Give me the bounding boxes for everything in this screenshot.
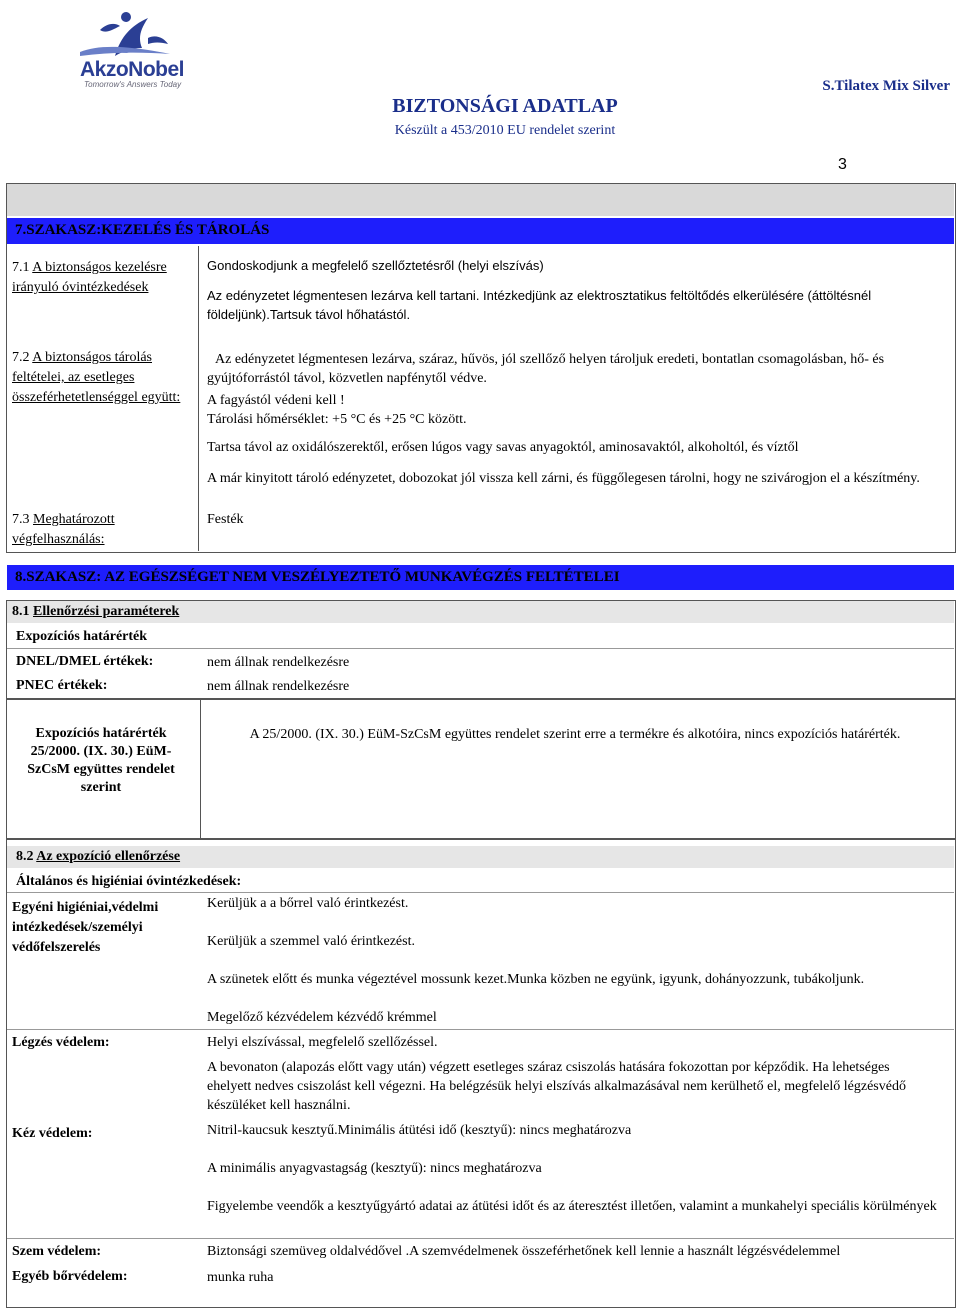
text-7-1-line2: Az edényzetet légmentesen lezárva kell tartani. Intézkedjünk az elektrosztatikus feltöltődés elkerülésére (áttöltésnél földeljünk).Tartsuk távol hőhatástól. [207,288,872,322]
hand-divider [7,1238,954,1239]
text-7-2-line5: A már kinyitott tároló edényzetet, dobozokat jól vissza kell zárni, és függőlegesen tárolni, hogy ne szivárogjon el a készítmény. [207,471,920,486]
section-7-divider [198,246,199,551]
respiratory-label: Légzés védelem: [12,1035,110,1050]
respiratory-1: Helyi elszívással, megfelelő szellőzéssel. [207,1035,438,1050]
dnel-value: nem állnak rendelkezésre [207,655,350,670]
label-7-1 [12,258,192,298]
personal-3: A szünetek előtt és munka végeztével mossunk kezet.Munka közben ne együnk, igyunk, dohányozzunk, tubákoljunk. [207,972,865,987]
pnec-value: nem állnak rendelkezésre [207,679,350,694]
skin-label: Egyéb bőrvédelem: [12,1269,128,1284]
label-7-3-num: 7.3 [12,512,33,527]
label-8-1-num: 8.1 [12,604,33,619]
section-7-top-bar [7,184,954,216]
label-7-2-num: 7.2 [12,350,33,365]
eye-label: Szem védelem: [12,1244,102,1259]
eye-text: Biztonsági szemüveg oldalvédővel .A szemvédelmenek összeférhetőnek kell lennie a használt légzésvédelemmel [207,1244,841,1259]
regulation-divider [200,698,201,838]
regulation-label: Expozíciós határérték 25/2000. (IX. 30.) EüM-SzCsM együttes rendelet szerint [27,726,175,795]
label-7-3-text: Meghatározott végfelhasználás: [12,512,115,547]
label-7-1-num: 7.1 [12,260,33,275]
section-7-heading: 7.SZAKASZ:KEZELÉS ÉS TÁROLÁS [7,218,954,244]
text-7-2-line4: Tartsa távol az oxidálószerektől, erősen lúgos vagy savas anyagoktól, aminosavaktól, alkoholtól, és víztől [207,440,799,455]
section-8-1-divider [7,648,954,649]
label-7-2-text: A biztonságos tárolás feltételei, az esetleges összeférhetetlenséggel együtt: [12,350,181,405]
text-7-1-line1: Gondoskodjunk a megfelelő szellőztetésről (helyi elszívás) [207,258,544,273]
section-8-heading: 8.SZAKASZ: AZ EGÉSZSÉGET NEM VESZÉLYEZTETŐ MUNKAVÉGZÉS FELTÉTELEI [7,565,954,590]
personal-2: Kerüljük a szemmel való érintkezést. [207,934,415,949]
label-8-2 [16,847,180,867]
regulation-text: A 25/2000. (IX. 30.) EüM-SzCsM együttes rendelet szerint erre a termékre és alkotóira, nincs expozíciós határérték. [249,727,901,742]
logo-tagline: Tomorrow's Answers Today [84,80,182,89]
label-8-1-text: Ellenőrzési paraméterek [33,604,180,619]
hand-2: A minimális anyagvastagság (kesztyű): nincs meghatározva [207,1161,542,1176]
label-8-1 [12,602,179,622]
personal-divider [7,1029,954,1030]
label-7-2 [12,348,192,408]
personal-label: Egyéni higiéniai,védelmi intézkedések/személyi védőfelszerelés [12,900,159,955]
label-8-2-num: 8.2 [16,849,37,864]
label-8-2-text: Az expozíció ellenőrzése [36,849,181,864]
skin-text: munka ruha [207,1270,274,1285]
document-subtitle: Készült a 453/2010 EU rendelet szerint [394,123,616,138]
hand-label: Kéz védelem: [12,1126,93,1141]
general-underline [7,892,954,893]
page-number: 3 [838,156,847,173]
hand-1: Nitril-kaucsuk kesztyű.Minimális átütési idő (kesztyű): nincs meghatározva [207,1123,632,1138]
label-7-1-text: A biztonságos kezelésre irányuló óvintézkedések [12,260,167,295]
pnec-label: PNEC értékek: [16,678,108,693]
logo-brand: AkzoNobel [80,58,185,81]
text-7-3: Festék [207,512,244,527]
hand-3: Figyelembe veendők a kesztyűgyártó adatai az átütési időt és az áteresztést illetően, valamint a munkahelyi speciális körülmények [207,1199,937,1214]
text-7-2-line1: Az edényzetet légmentesen lezárva, száraz, hűvös, jól szellőző helyen tároljuk eredeti, bontatlan csomagolásban, hő- és gyújtóforrástól távol, közvetlen napfénytől védve. [207,352,885,386]
product-name: S.Tilatex Mix Silver [822,78,950,94]
text-7-2-line2: A fagyástól védeni kell ! [207,393,345,408]
personal-4: Megelőző kézvédelem kézvédő krémmel [207,1010,437,1025]
label-7-3 [12,510,192,550]
general-measures: Általános és higiéniai óvintézkedések: [16,874,242,889]
dnel-label: DNEL/DMEL értékek: [16,654,154,669]
personal-1: Kerüljük a a bőrrel való érintkezést. [207,896,409,911]
document-title: BIZTONSÁGI ADATLAP [392,95,618,117]
respiratory-2: A bevonaton (alapozás előtt vagy után) végzett esetleges száraz csiszolás hatására fokozottan por képződik. Ha lehetséges ehelyett nedves csiszolást kell végezni. Ha belégzésük helyi elszívás alkalmazásával nem kerülhető el, megfelelő légzésvédő készüléket kell használni. [207,1060,906,1113]
text-7-2-line3: Tárolási hőmérséklet: +5 °C és +25 °C között. [207,412,467,427]
exposure-limit-label: Expozíciós határérték [16,629,148,644]
